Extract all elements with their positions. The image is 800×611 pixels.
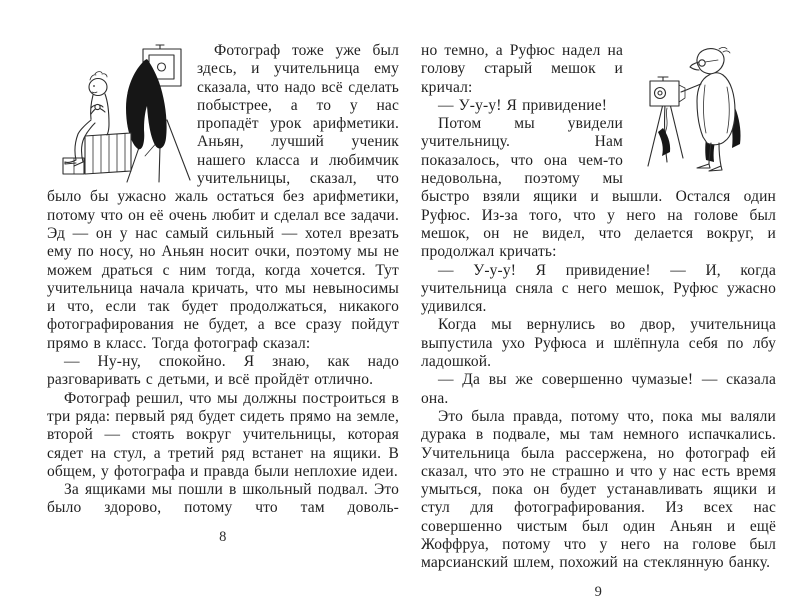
boy-on-crate [63,72,131,174]
box-camera [650,77,685,106]
photographer [658,48,741,172]
paragraph-text: Фотограф тоже уже был здесь, и учительница ему сказала, что надо всё сделать побыстрее, а то у нас пропадёт урок арифметики. Аньян, лучший ученик нашего класса и любимчик учительницы, сказал, что было бы ужасно жаль остаться без арифметики, потому что он её очень любит и сделал все задачи. Эд — он у нас самый сильный — хотел врезать ему по носу, но Аньян носит очки, поэтому мы не можем драться с ним тогда, когда хочется. Тут учительница начала кричать, что мы невыносимы и что, если так будет продолжаться, никакого фотографирования не будет, а все сразу пойдут прямо в класс. Тогда фотограф сказал: [47,42,399,352]
paragraph-text: Фотограф решил, что мы должны построиться в три ряда: первый ряд будет сидеть прямо на земле, второй — стоять вокруг учительницы, которая сядет на стул, а третий ряд встанет на ящики. В общем, у фотографа и правда были неплохие идеи. [47,389,399,480]
paragraph [421,262,776,317]
paragraph-text: — Ну-ну, спокойно. Я знаю, как надо разговаривать с детьми, и всё пройдёт отлично. [47,353,399,389]
photographer-drawing [643,46,768,176]
page-number-right: 9 [594,583,603,600]
paragraph-text: Когда мы вернулись во двор, учительница выпустила ухо Руфюса и шлёпнула себя по лбу ладошкой. [421,316,776,371]
page-number-left: 8 [219,528,227,545]
photographer-illustration [629,46,776,186]
paragraph [47,42,399,353]
paragraph [421,371,776,408]
paragraph-text: — Да вы же совершенно чумазые! — сказала она. [421,371,776,407]
boy-and-camera-drawing [47,44,197,184]
paragraph-text: За ящиками мы пошли в школьный подвал. Это было здорово, потому что там доволь- [47,481,399,517]
page-left-text [47,42,399,518]
boy-and-camera-illustration [47,44,197,184]
paragraph [47,353,399,390]
paragraph [421,408,776,573]
page-left [47,42,399,546]
paragraph-text: Это была правда, потому что, пока мы валяли дурака в подвале, мы там немного испачкались. Учительница была рассержена, но фотограф ей сказал, что это не страшно и что у нас есть время умыться, пока он будет устанавливать ящики и стул для фотографирования. Из всех нас совершенно чистым был один Аньян и ещё Жоффруа, потому что у него на голове был марсианский шлем, похожий на стеклянную банку. [421,407,776,572]
paragraph-text: Потом мы увидели учительницу. Нам показалось, что она чем-то недовольна, поэтому мы быстро взяли ящики и вышли. Остался один Руфюс. Из-за того, что у него на голове был мешок, он не видел, что делается вокруг, и продолжал кричать: [421,115,776,261]
paragraph-text: — У-у-у! Я привидение! — И, когда учительница сняла с него мешок, Руфюс ужасно удивился. [421,261,776,316]
page-right [421,42,776,601]
paragraph-text: но темно, а Руфюс надел на голову старый мешок и кричал: [421,42,623,96]
paragraph [421,316,776,371]
camera-on-tripod [126,45,190,182]
paragraph [47,481,399,518]
page-right-text [421,42,776,573]
paragraph [421,42,776,97]
paragraph [47,390,399,481]
paragraph-text: — У-у-у! Я привидение! [438,96,608,114]
